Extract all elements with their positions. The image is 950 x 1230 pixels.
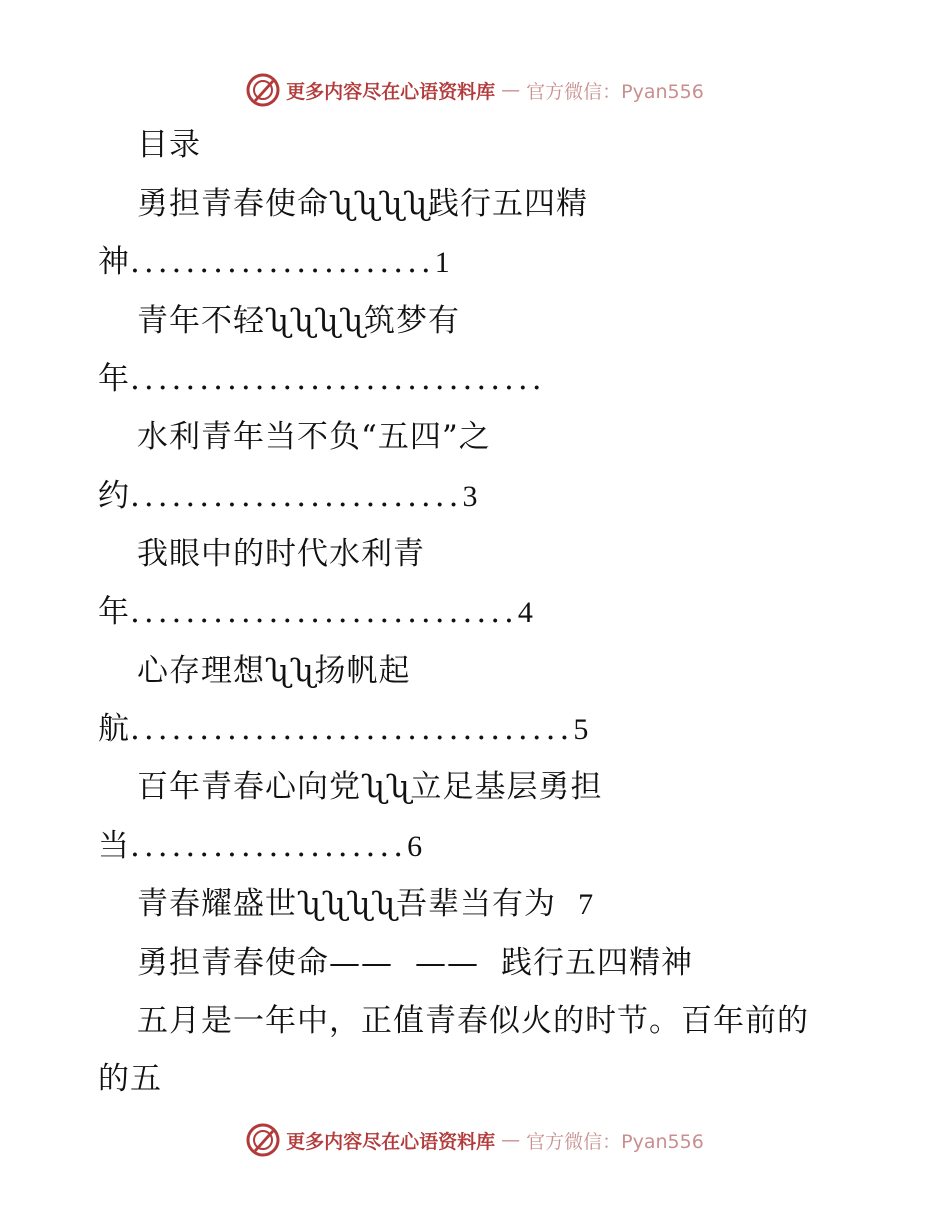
section-title-part-a: 勇担青春使命—— [137, 945, 393, 981]
toc-entry-3-line2 [98, 478, 478, 514]
toc-entry-6-line2 [98, 828, 423, 864]
footer-banner [0, 1120, 950, 1160]
toc-entry-4-line1: 我眼中的时代水利青 [137, 536, 425, 572]
toc-entry-char: 约 [98, 478, 130, 514]
toc-entry-text: 青春耀盛世ʯʯʯʯ吾辈当有为 [137, 886, 557, 922]
toc-entry-1-line1: 勇担青春使命ʯʯʯʯ践行五四精 [137, 186, 589, 222]
toc-entry-7 [137, 886, 594, 922]
quill-logo-icon [246, 73, 280, 107]
toc-leader-dots: ............................ [130, 594, 518, 630]
header-separator: — [501, 79, 521, 101]
toc-leader-dots: ...................... [130, 244, 435, 280]
footer-wechat: 官方微信：Pyan556 [526, 1130, 704, 1153]
toc-entry-1-line2 [98, 244, 450, 280]
body-paragraph-line2: 的五 [98, 1061, 162, 1097]
toc-entry-3-line1: 水利青年当不负“五四”之 [137, 419, 491, 455]
toc-entry-5-line1: 心存理想ʯʯ扬帆起 [137, 653, 411, 689]
toc-entry-4-line2 [98, 594, 533, 630]
toc-entry-2-line1: 青年不轻ʯʯʯʯ筑梦有 [137, 303, 461, 339]
header-banner [0, 70, 950, 110]
section-title-part-c: 践行五四精神 [501, 945, 693, 981]
toc-entry-2-line2 [98, 361, 546, 397]
footer-separator: — [501, 1129, 521, 1151]
toc-leader-dots: .................... [130, 828, 408, 864]
header-wechat: 官方微信：Pyan556 [526, 80, 704, 103]
quill-logo-icon [246, 1123, 280, 1157]
toc-leader-dots: .............................. [130, 361, 546, 397]
body-paragraph-line1: 五月是一年中，正值青春似火的时节。百年前的 [137, 1003, 809, 1039]
toc-leader-dots: ................................ [130, 711, 574, 747]
toc-entry-char: 神 [98, 244, 130, 280]
toc-page-number: 3 [462, 480, 478, 513]
toc-page-number: 6 [407, 830, 423, 863]
toc-page-number: 7 [578, 888, 594, 921]
toc-entry-char: 当 [98, 828, 130, 864]
toc-entry-6-line1: 百年青春心向党ʯʯ立足基层勇担 [137, 769, 603, 805]
toc-title: 目录 [137, 127, 201, 163]
toc-entry-5-line2 [98, 711, 589, 747]
toc-entry-char: 航 [98, 711, 130, 747]
header-brand: 更多内容尽在心语资料库 [286, 80, 496, 103]
section-title [137, 945, 693, 981]
toc-page-number: 4 [517, 596, 533, 629]
toc-entry-char: 年 [98, 594, 130, 630]
footer-brand: 更多内容尽在心语资料库 [286, 1130, 496, 1153]
toc-entry-char: 年 [98, 361, 130, 397]
toc-page-number: 1 [434, 246, 450, 279]
section-title-part-b: —— [415, 945, 479, 981]
toc-page-number: 5 [573, 713, 589, 746]
toc-leader-dots: ........................ [130, 478, 463, 514]
